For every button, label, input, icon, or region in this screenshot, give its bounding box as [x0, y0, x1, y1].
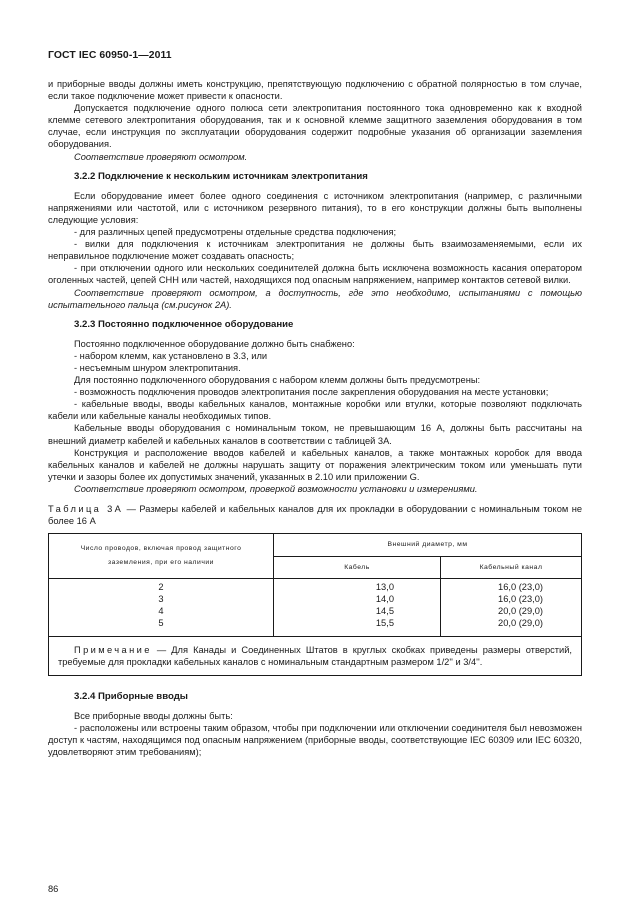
table-cell: 16,0 (23,0)	[498, 593, 543, 604]
compliance-note: Соответствие проверяют осмотром, проверкой возможности установки и измерениями.	[74, 483, 478, 494]
table-3a	[48, 533, 582, 675]
table-cell: 15,5	[375, 617, 394, 628]
paragraph: Конструкция и расположение вводов кабелей и кабельных каналов, а также монтажных коробок для ввода кабельных каналов и кабелей не должны нарушать защиту от поражения электрическим током или уменьшать пути утечки и зазоры более их допустимых значений, указанных в 2.10 или приложении G.	[48, 447, 582, 482]
section-heading-3-2-2: 3.2.2 Подключение к нескольким источникам электропитания	[74, 170, 368, 182]
document-body	[48, 78, 582, 758]
page-number: 86	[48, 884, 59, 894]
list-item: - для различных цепей предусмотрены отдельные средства подключения;	[74, 227, 397, 238]
list-item: - вилки для подключения к источникам электропитания не должны быть взаимозаменяемыми, если их неправильное подключение может создавать опасность;	[48, 239, 582, 262]
table-cell: 14,0	[375, 593, 394, 604]
table-caption	[48, 503, 582, 527]
paragraph: Постоянно подключенное оборудование должно быть снабжено:	[74, 338, 355, 349]
section-heading-3-2-4: 3.2.4 Приборные вводы	[74, 690, 188, 702]
paragraph: Допускается подключение одного полюса сети электропитания постоянного тока одновременно как к входной клемме сетевого электропитания оборудования, так и к основной клемме защитного заземления оборудования в том случае, если инструкция по эксплуатации оборудования содержит подробные указания об организации заземления оборудования.	[48, 103, 582, 150]
table-caption-label: Таблица 3А	[48, 504, 124, 514]
table-note-label: Примечание	[74, 645, 152, 656]
list-item: - возможность подключения проводов электропитания после закрепления оборудования на месте установки;	[74, 387, 549, 398]
list-item: - расположены или встроены таким образом, чтобы при подключении или отключении соединителя был невозможен доступ к частям, находящимся под опасным напряжением (приборные вводы, соответствующие IEC 60309 или IEC 60320, удовлетворяют этим требованиям);	[48, 722, 582, 757]
table-col-wires	[49, 579, 274, 637]
section-heading-3-2-3: 3.2.3 Постоянно подключенное оборудование	[74, 318, 294, 330]
table-data-block	[49, 579, 582, 637]
table-cell: 4	[158, 605, 164, 616]
table-cell: 20,0 (29,0)	[498, 605, 543, 616]
table-note-text: — Для Канады и Соединенных Штатов в круглых скобках приведены размеры отверстий, требуемые для прокладки кабельных каналов с номинальным стандартным размером 1/2'' и 3/4''.	[58, 645, 572, 668]
paragraph: Все приборные вводы должны быть:	[74, 710, 233, 721]
table-cell: 3	[158, 593, 164, 604]
list-item: - несъемным шнуром электропитания.	[74, 362, 241, 373]
table-cell: 20,0 (29,0)	[498, 617, 543, 628]
paragraph: Кабельные вводы оборудования с номинальным током, не превышающим 16 А, должны быть рассчитаны на внешний диаметр кабелей и кабельных каналов в соответствии с таблицей 3А.	[48, 423, 582, 446]
compliance-note: Соответствие проверяют осмотром.	[74, 151, 248, 162]
table-header-wires: Число проводов, включая провод защитного заземления, при его наличии	[49, 534, 274, 579]
table-cell: 13,0	[375, 582, 394, 593]
table-col-conduit	[441, 579, 582, 637]
table-cell: 14,5	[375, 605, 394, 616]
table-cell: 2	[158, 582, 164, 593]
table-caption-text: — Размеры кабелей и кабельных каналов для их прокладки в оборудовании с номинальным током не более 16 А	[48, 504, 582, 527]
document-header: ГОСТ IEC 60950-1—2011	[48, 50, 172, 61]
table-col-cable	[274, 579, 441, 637]
paragraph: Для постоянно подключенного оборудования с набором клемм должны быть предусмотрены:	[74, 375, 481, 386]
list-item: - набором клемм, как установлено в 3.3, или	[74, 350, 268, 361]
paragraph: и приборные вводы должны иметь конструкцию, препятствующую подключению с обратной полярностью в том случае, если такое подключение может привести к опасности.	[48, 79, 582, 102]
compliance-note: Соответствие проверяют осмотром, а доступность, где это необходимо, испытаниями с помощью испытательного пальца (см.рисунок 2А).	[48, 287, 582, 310]
table-header-outer-diameter: Внешний диаметр, мм	[274, 534, 582, 557]
table-header-cable: Кабель	[274, 557, 441, 579]
list-item: - кабельные вводы, вводы кабельных каналов, монтажные коробки или втулки, которые позволяют подключать кабели или кабельные каналы необходимых типов.	[48, 399, 582, 422]
table-cell: 5	[158, 617, 164, 628]
list-item: - при отключении одного или нескольких соединителей должна быть исключена возможность касания оператором оголенных частей, цепей СНН или частей, находящихся под опасным напряжением, например контактов сетевой вилки.	[48, 263, 582, 286]
table-note	[49, 637, 582, 675]
paragraph: Если оборудование имеет более одного соединения с источником электропитания (например, с различными напряжениями или частотой, или с источником резервного питания), то в его конструкции должны быть выполнены следующие условия:	[48, 190, 582, 225]
table-cell: 16,0 (23,0)	[498, 582, 543, 593]
table-header-conduit: Кабельный канал	[441, 557, 582, 579]
